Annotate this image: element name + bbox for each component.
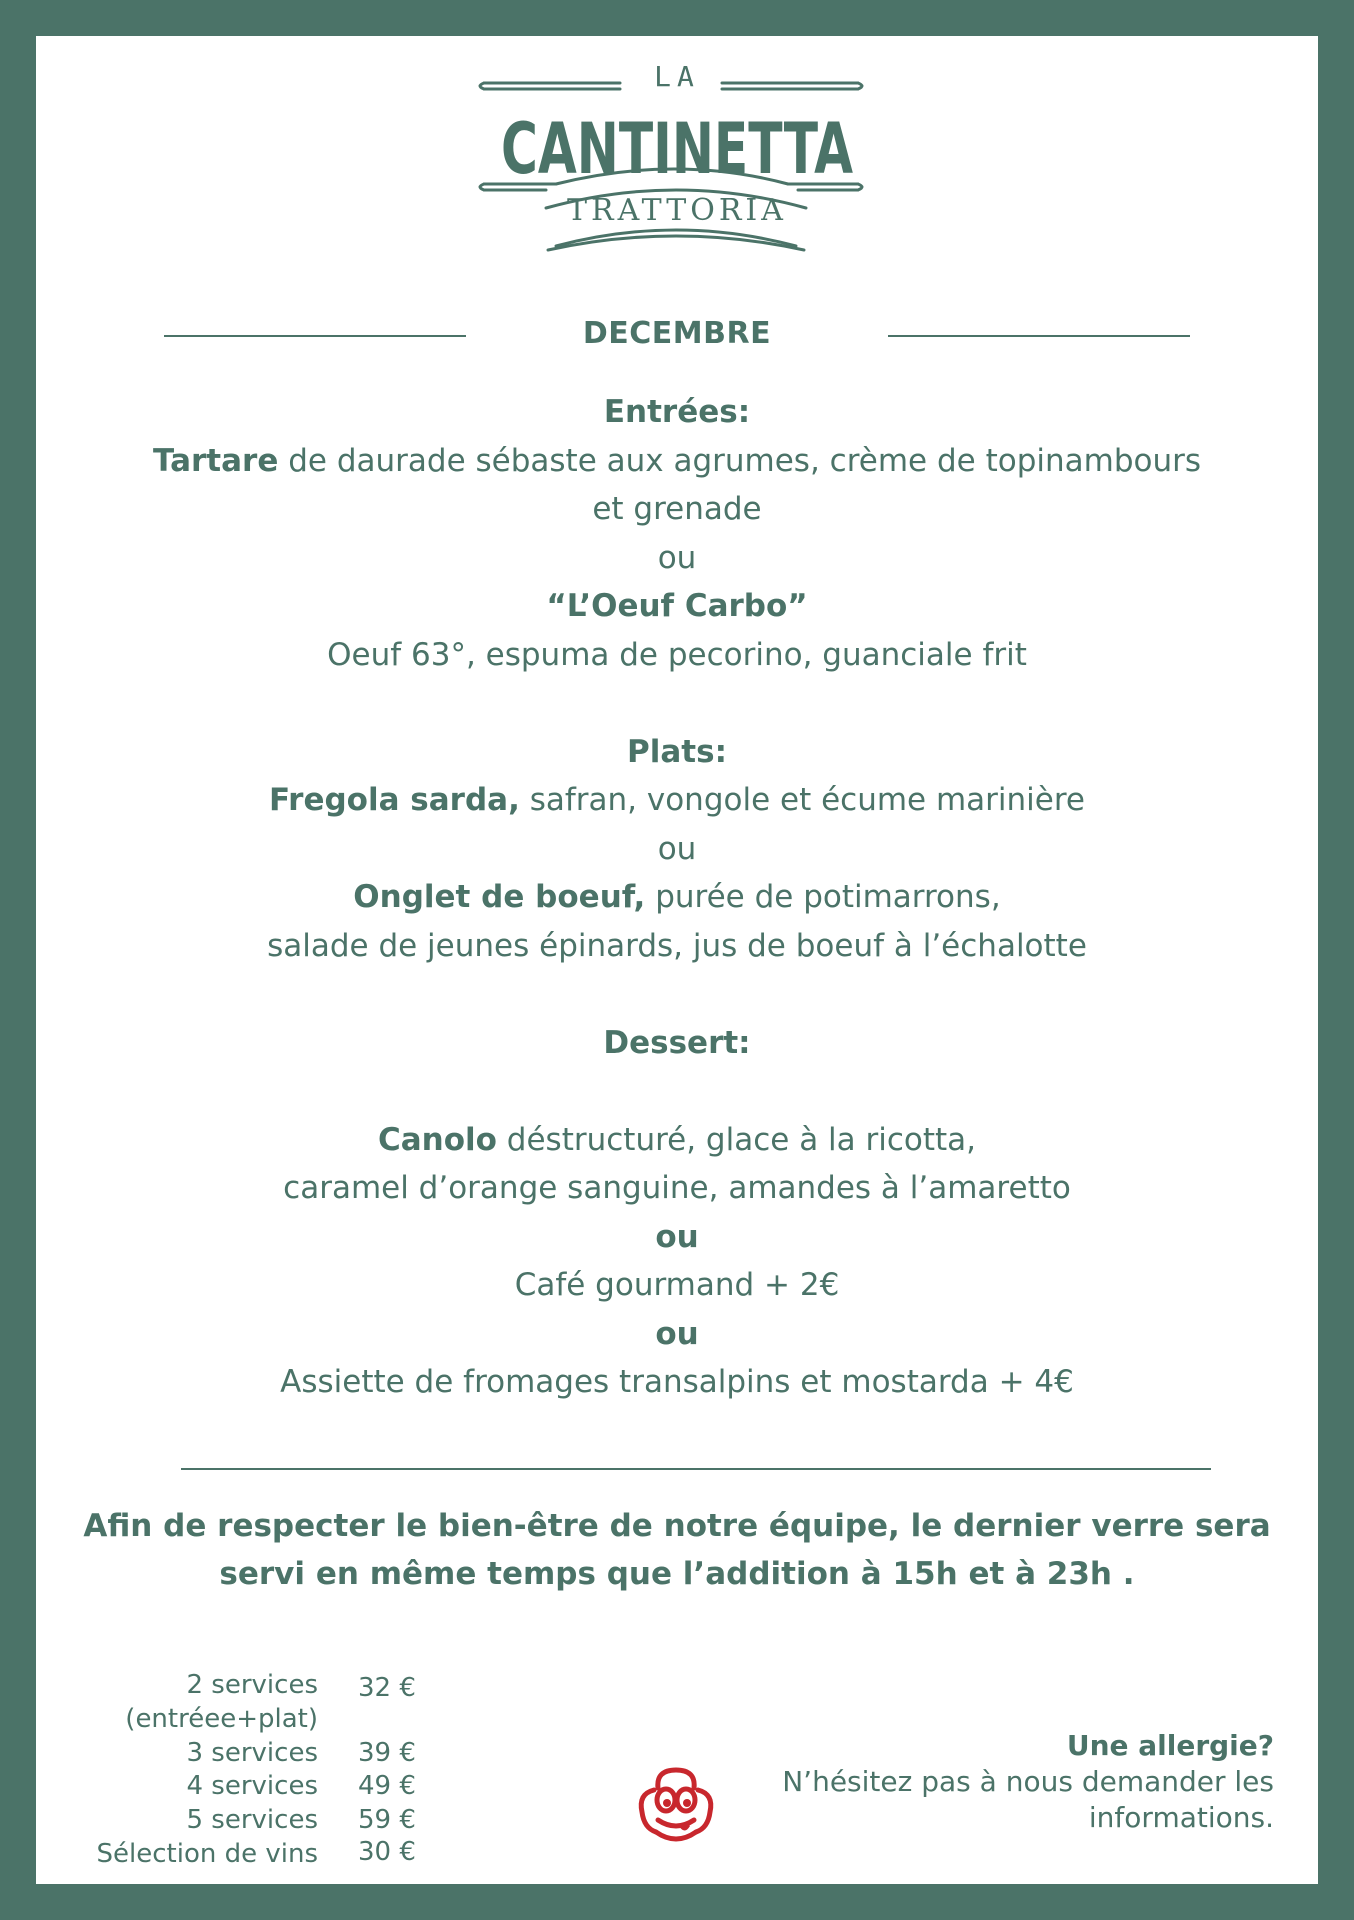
entree-2-name: “L’Oeuf Carbo”	[546, 588, 808, 624]
notice-line-1: Afin de respecter le bien-être de notre équipe, le dernier verre sera	[83, 1508, 1271, 1544]
notice-divider	[181, 1468, 1211, 1470]
allergy-line-2: informations.	[1088, 1801, 1274, 1834]
price-label: Sélection de vins	[96, 1839, 318, 1869]
price-label: 2 services	[186, 1670, 318, 1700]
price-value: 30 €	[358, 1837, 416, 1867]
plat-1-desc: safran, vongole et écume marinière	[519, 782, 1086, 818]
spacer	[76, 679, 1278, 728]
price-label: 3 services	[186, 1738, 318, 1768]
price-note-row	[36, 1702, 456, 1736]
dessert-1-name: Canolo	[377, 1121, 497, 1158]
plat-2-name: Onglet de boeuf,	[353, 879, 646, 915]
entree-2-desc: Oeuf 63°, espuma de pecorino, guanciale frit	[327, 636, 1027, 673]
plat-2-desc-cont: salade de jeunes épinards, jus de boeuf à l’échalotte	[267, 927, 1087, 964]
staff-notice	[76, 1502, 1278, 1598]
spacer	[76, 970, 1278, 1019]
allergy-title: Une allergie?	[1066, 1729, 1274, 1762]
entree-1-name: Tartare	[152, 442, 279, 479]
dessert-option-3: Assiette de fromages transalpins et mostarda + 4€	[280, 1364, 1074, 1400]
entree-1-desc-cont: et grenade	[592, 491, 762, 527]
price-row	[36, 1736, 456, 1770]
plat-2	[76, 873, 1278, 922]
entrees-heading: Entrées:	[603, 394, 751, 430]
price-row	[36, 1837, 456, 1871]
price-value: 49 €	[358, 1771, 416, 1801]
michelin-bib-gourmand-icon	[634, 1764, 718, 1848]
logo-top-text: LA	[654, 60, 700, 93]
plat-1-name: Fregola sarda,	[268, 782, 520, 818]
dessert-1-desc-cont: caramel d’orange sanguine, amandes à l’amaretto	[283, 1170, 1071, 1206]
plat-or: ou	[657, 830, 697, 867]
dessert-1	[76, 1116, 1278, 1165]
menu-body	[76, 388, 1278, 1407]
price-row	[36, 1668, 456, 1702]
price-row	[36, 1803, 456, 1837]
price-note: (entréee+plat)	[125, 1704, 318, 1734]
dessert-1-desc: déstructuré, glace à la ricotta,	[496, 1121, 977, 1158]
month-title: DECEMBRE	[582, 316, 772, 351]
logo-sub-text: TRATTORIA	[567, 193, 787, 228]
dessert-option-2: Café gourmand + 2€	[514, 1267, 840, 1303]
menu-page	[36, 36, 1318, 1884]
logo-main-text: CANTINETTA	[501, 108, 853, 190]
plat-1	[76, 776, 1278, 825]
month-divider-right	[888, 335, 1190, 337]
entree-1	[76, 437, 1278, 486]
price-value: 59 €	[358, 1805, 416, 1835]
month-header	[36, 306, 1318, 366]
notice-line-2: servi en même temps que l’addition à 15h et à 23h .	[219, 1556, 1135, 1592]
allergy-line-1: N’hésitez pas à nous demander les	[782, 1765, 1274, 1798]
entree-or: ou	[657, 539, 697, 576]
restaurant-logo	[36, 36, 1318, 276]
price-label: 5 services	[186, 1805, 318, 1835]
plats-heading: Plats:	[627, 733, 727, 770]
price-value: 32 €	[358, 1673, 416, 1703]
allergy-notice	[782, 1728, 1274, 1836]
entree-1-desc: de daurade sébaste aux agrumes, crème de topinambours	[278, 442, 1202, 479]
dessert-or-1: ou	[655, 1218, 699, 1255]
price-label: 4 services	[186, 1771, 318, 1801]
dessert-heading: Dessert:	[603, 1024, 751, 1061]
price-value: 39 €	[358, 1738, 416, 1768]
dessert-or-2: ou	[655, 1315, 699, 1352]
spacer	[76, 1067, 1278, 1116]
price-row	[36, 1769, 456, 1803]
plat-2-desc: purée de potimarrons,	[645, 879, 1001, 915]
